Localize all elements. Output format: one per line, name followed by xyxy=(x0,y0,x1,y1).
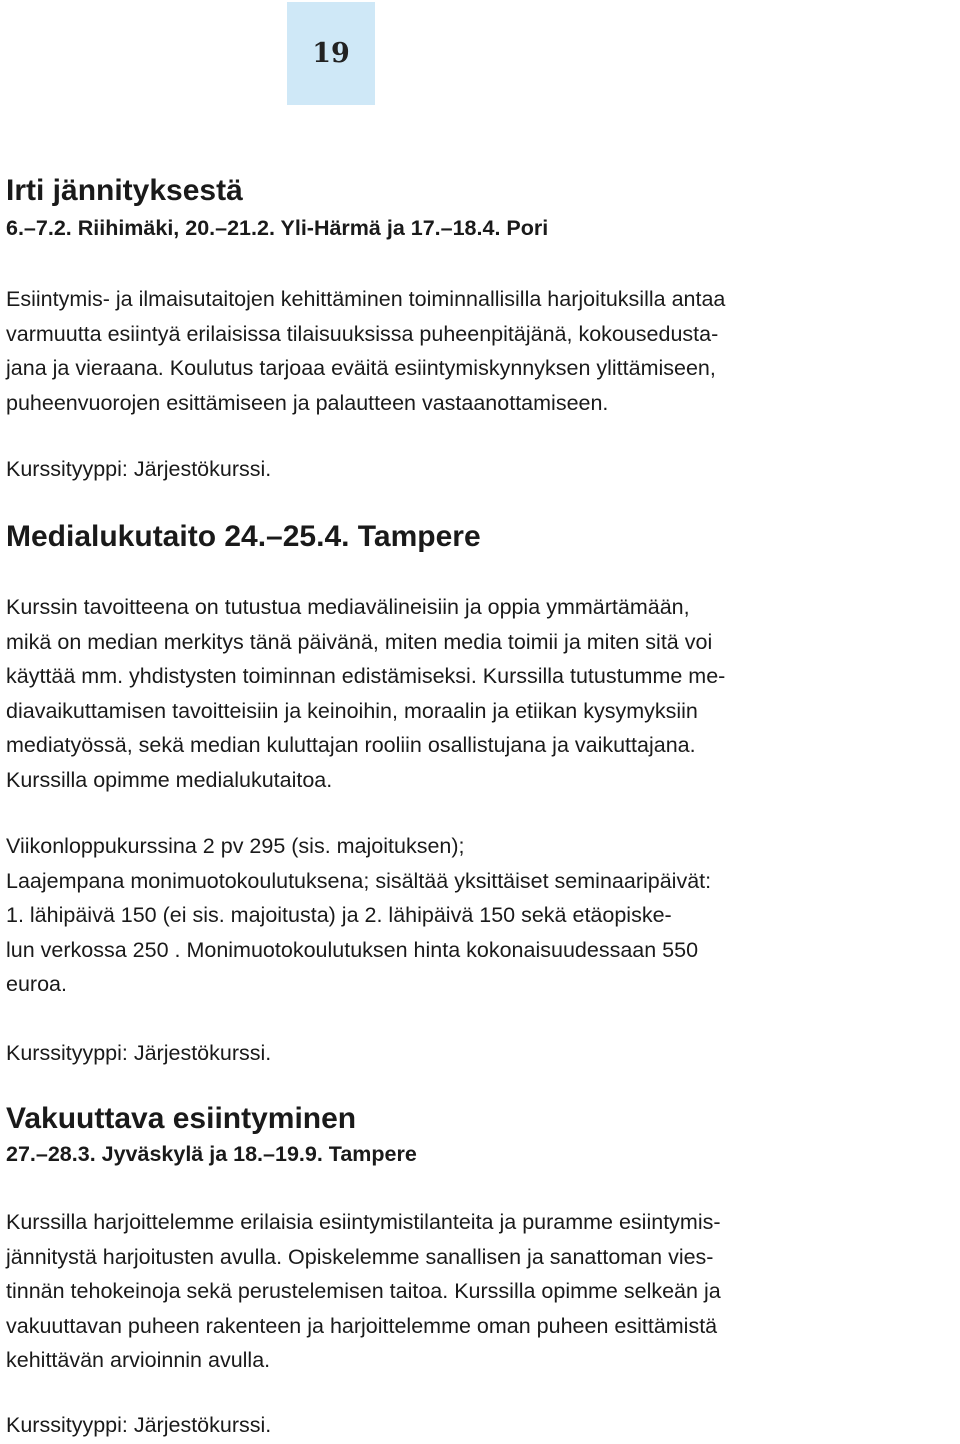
section-2-pricing xyxy=(6,829,711,1002)
price-line: 1. lähipäivä 150 (ei sis. majoitusta) ja 2. lähipäivä 150 sekä etäopiske- xyxy=(6,903,672,927)
section-3-title: Vakuuttava esiintyminen xyxy=(6,1102,357,1135)
text-line: Kurssin tavoitteena on tutustua mediavälineisiin ja oppia ymmärtämään, xyxy=(6,595,690,619)
section-3-dates: 27.–28.3. Jyväskylä ja 18.–19.9. Tampere xyxy=(6,1142,417,1166)
section-2-title: Medialukutaito 24.–25.4. Tampere xyxy=(6,520,481,553)
text-line: varmuutta esiintyä erilaisissa tilaisuuksissa puheenpitäjänä, kokousedusta- xyxy=(6,321,719,346)
section-1-description xyxy=(6,282,725,420)
price-line: lun verkossa 250 . Monimuotokoulutuksen hinta kokonaisuudessaan 550 xyxy=(6,937,699,962)
page-number: 19 xyxy=(312,38,350,69)
text-line: tinnän tehokeinoja sekä perustelemisen taitoa. Kurssilla opimme selkeän ja xyxy=(6,1279,721,1303)
text-line: Esiintymis- ja ilmaisutaitojen kehittäminen toiminnallisilla harjoituksilla antaa xyxy=(6,287,726,311)
page-number-badge xyxy=(287,2,375,105)
text-line: diavaikuttamisen tavoitteisiin ja keinoihin, moraalin ja etiikan kysymyksiin xyxy=(6,698,698,723)
section-2-course-type: Kurssityyppi: Järjestökurssi. xyxy=(6,1041,272,1065)
text-line: mediatyössä, sekä median kuluttajan rooliin osallistujana ja vaikuttajana. xyxy=(6,733,696,757)
text-line: Kurssilla harjoittelemme erilaisia esiintymistilanteita ja puramme esiintymis- xyxy=(6,1210,721,1234)
section-1-dates: 6.–7.2. Riihimäki, 20.–21.2. Yli-Härmä ja 17.–18.4. Pori xyxy=(6,216,549,240)
price-line: Laajempana monimuotokoulutuksena; sisältää yksittäiset seminaaripäivät: xyxy=(6,868,712,893)
price-line: euroa. xyxy=(6,972,67,996)
text-line: jännitystä harjoitusten avulla. Opiskelemme sanallisen ja sanattoman vies- xyxy=(6,1244,714,1269)
section-1-course-type: Kurssityyppi: Järjestökurssi. xyxy=(6,457,272,481)
text-line: vakuuttavan puheen rakenteen ja harjoittelemme oman puheen esittämistä xyxy=(6,1313,718,1338)
text-line: kehittävän arvioinnin avulla. xyxy=(6,1348,271,1372)
text-line: puheenvuorojen esittämiseen ja palautteen vastaanottamiseen. xyxy=(6,390,609,415)
text-line: jana ja vieraana. Koulutus tarjoaa eväitä esiintymiskynnyksen ylittämiseen, xyxy=(6,356,716,380)
text-line: Kurssilla opimme medialukutaitoa. xyxy=(6,767,333,792)
section-3-course-type: Kurssityyppi: Järjestökurssi. xyxy=(6,1413,272,1437)
section-1-title: Irti jännityksestä xyxy=(6,174,243,207)
price-line: Viikonloppukurssina 2 pv 295 (sis. majoituksen); xyxy=(6,834,465,858)
section-3-description xyxy=(6,1205,721,1378)
section-2-description xyxy=(6,590,725,797)
text-line: mikä on median merkitys tänä päivänä, miten media toimii ja miten sitä voi xyxy=(6,629,713,654)
text-line: käyttää mm. yhdistysten toiminnan edistämiseksi. Kurssilla tutustumme me- xyxy=(6,664,726,688)
